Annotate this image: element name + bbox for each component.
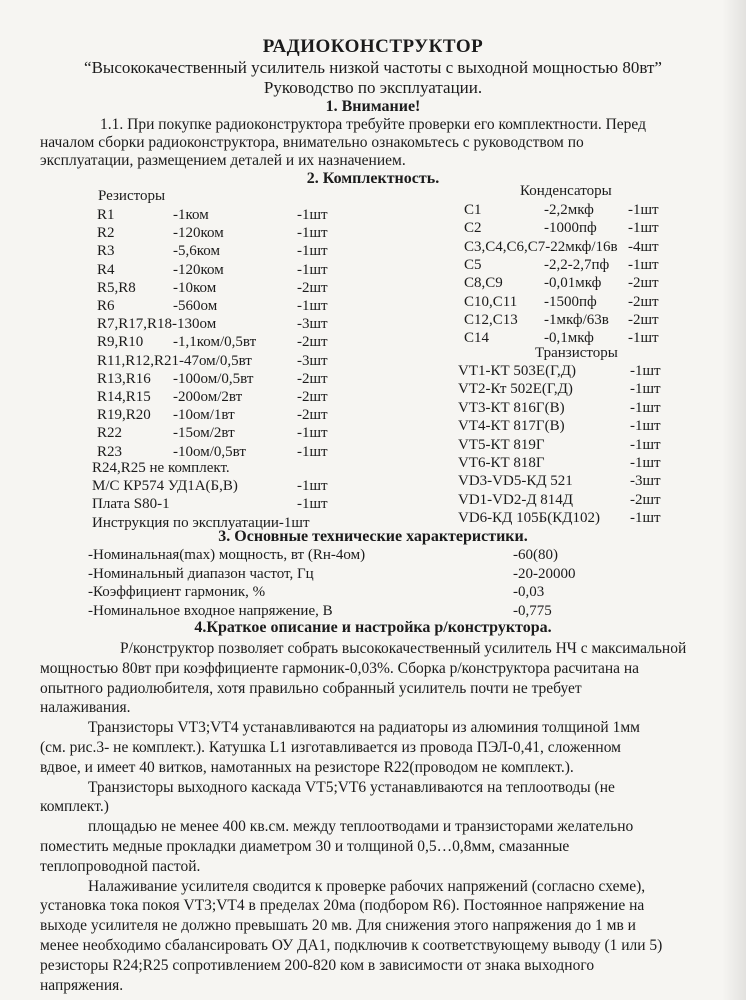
resistor-value: -10ком bbox=[173, 279, 217, 296]
resistor-name: R19,R20 bbox=[97, 407, 151, 424]
semiconductor-qty: -1шт bbox=[630, 418, 661, 435]
resistor-name: R9,R10 bbox=[97, 334, 144, 351]
capacitor-value: -1мкф/63в bbox=[544, 311, 609, 328]
section4-line: Транзисторы VT3;VT4 устанавливаются на радиаторы из алюминия толщиной 1мм bbox=[88, 719, 640, 737]
section4-heading: 4.Краткое описание и настройка р/конструктора. bbox=[194, 619, 552, 636]
capacitors-title: Конденсаторы bbox=[520, 183, 612, 199]
resistor-name: R23 bbox=[97, 443, 123, 460]
capacitor-qty: -4шт bbox=[628, 238, 659, 255]
section4-line: теплопроводной пастой. bbox=[40, 857, 201, 875]
semiconductor-name: VD6-КД 105Б(КД102) bbox=[458, 510, 600, 527]
section4-line: поместить медные прокладки диаметром 30 и толщиной 0,5…0,8мм, смазанные bbox=[40, 838, 570, 855]
extra-item-name: R24,R25 не комплект. bbox=[92, 460, 230, 476]
semiconductor-qty: -1шт bbox=[630, 436, 661, 453]
section4-line: налаживания. bbox=[40, 699, 131, 717]
spec-value: -20-20000 bbox=[513, 565, 576, 582]
semiconductor-name: VT1-КТ 503Е(Г,Д) bbox=[458, 363, 577, 379]
capacitor-qty: -2шт bbox=[628, 311, 659, 328]
capacitor-value: -1000пф bbox=[544, 220, 597, 237]
resistor-value: -200ом/2вт bbox=[173, 389, 243, 405]
section2-heading: 2. Комплектность. bbox=[306, 170, 440, 187]
resistor-name: R14,R15 bbox=[97, 389, 151, 405]
semiconductor-name: VD1-VD2-Д 814Д bbox=[458, 491, 574, 508]
resistor-qty: -1шт bbox=[297, 425, 328, 442]
capacitor-name: C1 bbox=[464, 202, 482, 218]
semiconductor-qty: -1шт bbox=[630, 399, 661, 416]
section1-line: началом сборки радиоконструктора, внимательно ознакомьтесь с руководством по bbox=[40, 134, 584, 151]
capacitor-name: C14 bbox=[464, 330, 490, 347]
extra-item-qty: -1шт bbox=[297, 478, 328, 495]
extra-item-name: Плата S80-1 bbox=[92, 496, 170, 513]
semiconductor-name: VT4-КТ 817Г(В) bbox=[458, 418, 565, 435]
spec-label: -Номинальное входное напряжение, В bbox=[88, 602, 333, 619]
resistor-value: -15ом/2вт bbox=[173, 425, 235, 442]
section1-heading: 1. Внимание! bbox=[325, 98, 421, 115]
semiconductor-name: VT2-Кт 502Е(Г,Д) bbox=[458, 381, 573, 398]
resistor-name: R13,R16 bbox=[97, 370, 151, 387]
resistor-value: -1,1ком/0,5вт bbox=[173, 334, 257, 351]
capacitor-qty: -1шт bbox=[628, 202, 659, 218]
resistor-name: R2 bbox=[97, 225, 115, 242]
section4-line: напряжения. bbox=[40, 976, 124, 994]
section4-line: мощностью 80вт при коэффициенте гармоник-0,03%. Сборка р/конструктора расчитана на bbox=[40, 659, 640, 677]
resistor-value: -120ком bbox=[173, 225, 224, 242]
resistor-qty: -2шт bbox=[297, 279, 328, 296]
spec-value: -0,775 bbox=[513, 602, 552, 619]
spec-label: -Коэффициент гармоник, % bbox=[88, 584, 266, 600]
spec-value: -60(80) bbox=[513, 547, 558, 563]
section4-line: (см. рис.3- не комплект.). Катушка L1 изготавливается из провода ПЭЛ-0,41, сложенном bbox=[40, 739, 621, 756]
resistor-value: -5,6ком bbox=[173, 243, 220, 260]
capacitor-value: -0,1мкф bbox=[544, 330, 594, 347]
extra-item-name: М/С КР574 УД1А(Б,В) bbox=[92, 478, 238, 495]
section4-line: установка тока покоя VT3;VT4 в пределах 20ма (подбором R6). Постоянное напряжение на bbox=[40, 897, 645, 915]
semiconductor-name: VT6-КТ 818Г bbox=[458, 455, 545, 471]
capacitor-name: C3,C4,C6,C7-22мкф/16в bbox=[464, 238, 618, 255]
capacitor-name: C5 bbox=[464, 256, 482, 273]
section4-line: Р/конструктор позволяет собрать высококачественный усилитель НЧ с максимальной bbox=[120, 640, 687, 657]
section4-line: резисторы R24;R25 сопротивлением 200-820 ком в зависимости от знака выходного bbox=[40, 956, 595, 974]
resistor-name: R7,R17,R18-130ом bbox=[97, 316, 217, 333]
capacitor-qty: -2шт bbox=[628, 293, 659, 310]
resistors-title: Резисторы bbox=[98, 188, 166, 204]
resistor-qty: -1шт bbox=[297, 243, 328, 260]
semiconductor-qty: -3шт bbox=[630, 473, 661, 490]
resistor-value: -1ком bbox=[173, 207, 209, 223]
page-edge-shadow bbox=[722, 0, 746, 1000]
resistor-qty: -1шт bbox=[297, 225, 328, 242]
semiconductor-name: VD3-VD5-КД 521 bbox=[458, 473, 573, 490]
capacitor-qty: -2шт bbox=[628, 275, 659, 292]
semiconductor-qty: -2шт bbox=[630, 491, 661, 508]
section1-line: 1.1. При покупке радиоконструктора требуйте проверки его комплектности. Перед bbox=[100, 116, 646, 133]
resistor-qty: -1шт bbox=[297, 261, 328, 278]
capacitor-value: -2,2-2,7пф bbox=[544, 256, 610, 273]
section4-line: площадью не менее 400 кв.см. между теплоотводами и транзисторами желательно bbox=[88, 818, 634, 836]
doc-manual-label: Руководство по эксплуатации. bbox=[263, 78, 483, 97]
resistor-name: R5,R8 bbox=[97, 279, 136, 296]
resistor-value: -560ом bbox=[173, 298, 218, 314]
capacitor-qty: -1шт bbox=[628, 220, 659, 237]
capacitor-value: -2,2мкф bbox=[544, 202, 594, 218]
section4-line: опытного радиолюбителя, хотя правильно собранный усилитель почти не требует bbox=[40, 679, 582, 697]
semiconductor-qty: -1шт bbox=[630, 381, 661, 398]
capacitor-name: C8,C9 bbox=[464, 275, 503, 292]
resistor-name: R4 bbox=[97, 261, 115, 278]
resistor-qty: -2шт bbox=[297, 407, 328, 424]
resistor-value: -100ом/0,5вт bbox=[173, 370, 254, 387]
spec-label: -Номинальный диапазон частот, Гц bbox=[88, 565, 314, 582]
resistor-qty: -3шт bbox=[297, 316, 328, 333]
transistors-title: Транзисторы bbox=[535, 345, 618, 361]
spec-value: -0,03 bbox=[513, 584, 545, 600]
resistor-name: R22 bbox=[97, 425, 123, 442]
capacitor-value: -0,01мкф bbox=[544, 275, 602, 292]
semiconductor-name: VT3-КТ 816Г(В) bbox=[458, 399, 565, 416]
section4-line: Транзисторы выходного каскада VT5;VT6 устанавливаются на теплоотводы (не bbox=[88, 778, 615, 796]
section4-line: Налаживание усилителя сводится к проверке рабочих напряжений (согласно схеме), bbox=[88, 877, 646, 895]
resistor-qty: -1шт bbox=[297, 298, 328, 314]
resistor-value: -10ом/0,5вт bbox=[173, 443, 246, 460]
capacitor-qty: -1шт bbox=[628, 330, 659, 347]
semiconductor-qty: -1шт bbox=[630, 363, 661, 379]
capacitor-name: C2 bbox=[464, 220, 482, 237]
semiconductor-name: VT5-КТ 819Г bbox=[458, 436, 545, 453]
resistor-qty: -1шт bbox=[297, 207, 328, 223]
resistor-name: R3 bbox=[97, 243, 115, 260]
resistor-name: R1 bbox=[97, 207, 115, 223]
extra-item-qty: -1шт bbox=[297, 496, 328, 513]
resistor-name: R11,R12,R21-47ом/0,5вт bbox=[97, 352, 252, 369]
resistor-value: -10ом/1вт bbox=[173, 407, 235, 424]
resistor-qty: -2шт bbox=[297, 334, 328, 351]
resistor-value: -120ком bbox=[173, 261, 224, 278]
semiconductor-qty: -1шт bbox=[630, 510, 661, 527]
section4-line: комплект.) bbox=[40, 798, 109, 816]
resistor-qty: -2шт bbox=[297, 370, 328, 387]
extra-item-name: Инструкция по эксплуатации-1шт bbox=[92, 514, 310, 531]
section4-line: выходе усилителя не должно превышать 20 мв. Для снижения этого напряжения до 1 мв и bbox=[40, 917, 636, 935]
section1-line: эксплуатации, размещением деталей и их назначением. bbox=[40, 152, 406, 169]
resistor-qty: -1шт bbox=[297, 443, 328, 460]
resistor-name: R6 bbox=[97, 298, 115, 314]
section3-heading: 3. Основные технические характеристики. bbox=[218, 528, 528, 545]
semiconductor-qty: -1шт bbox=[630, 455, 661, 471]
spec-label: -Номинальная(max) мощность, вт (Rн-4ом) bbox=[88, 547, 366, 563]
capacitor-value: -1500пф bbox=[544, 293, 597, 310]
section4-line: вдвое, и имеет 40 витков, намотанных на резисторе R22(проводом не комплект.). bbox=[40, 758, 574, 776]
section4-line: менее необходимо сбалансировать ОУ ДА1, подключив к соответствующему выводу (1 или 5) bbox=[40, 937, 663, 954]
capacitor-name: C12,C13 bbox=[464, 311, 518, 328]
doc-title: РАДИОКОНСТРУКТОР bbox=[262, 36, 484, 57]
capacitor-name: C10,C11 bbox=[464, 293, 518, 310]
capacitor-qty: -1шт bbox=[628, 256, 659, 273]
resistor-qty: -2шт bbox=[297, 389, 328, 405]
resistor-qty: -3шт bbox=[297, 352, 328, 369]
doc-subtitle: “Высококачественный усилитель низкой частоты с выходной мощностью 80вт” bbox=[84, 58, 662, 77]
